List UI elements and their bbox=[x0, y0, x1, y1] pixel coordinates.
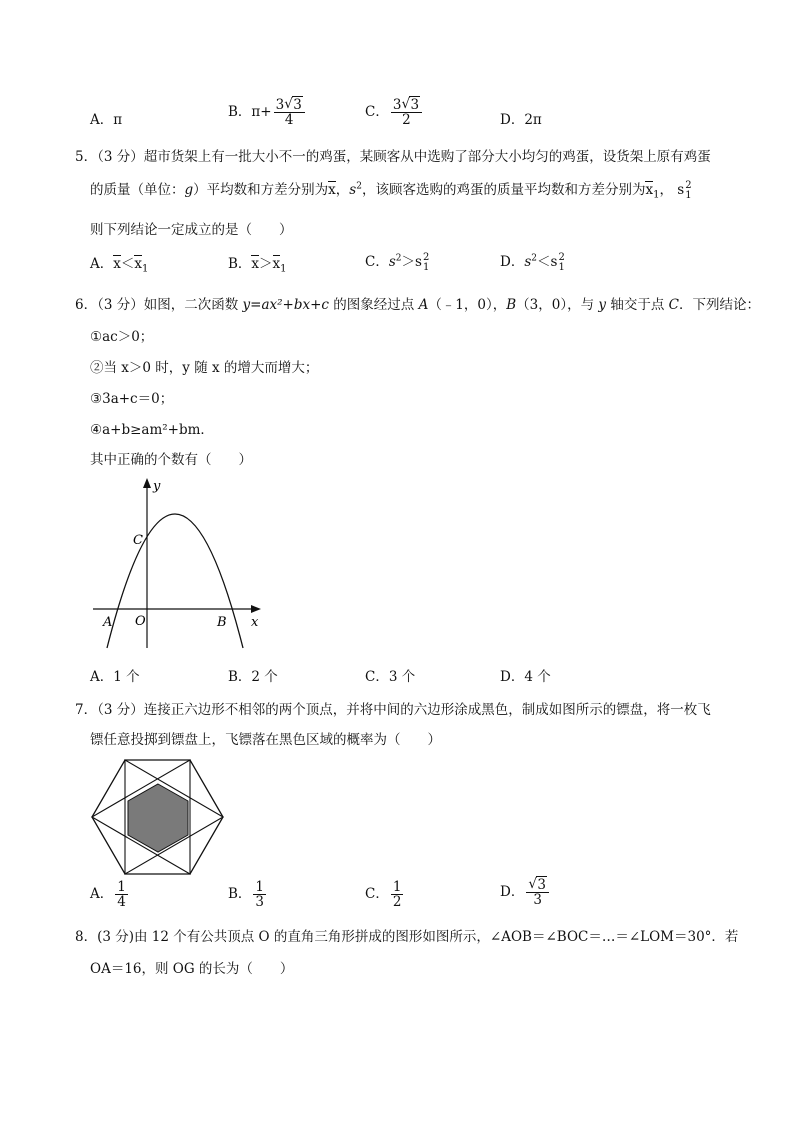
y-axis-arrow-icon bbox=[143, 478, 151, 488]
graph-c-label: C bbox=[133, 533, 143, 548]
q6-l1b: 的图象经过点 bbox=[328, 297, 419, 313]
q6-l1e: 轴交于点 bbox=[606, 297, 669, 313]
q7-option-a bbox=[90, 880, 130, 909]
q4-b-fraction bbox=[274, 98, 305, 127]
q6-l1c: （﹣1，0）， bbox=[428, 297, 507, 313]
q5-c-script bbox=[423, 253, 429, 272]
q5-l2a: 的质量（单位： bbox=[90, 182, 185, 198]
q7-a-den: 4 bbox=[117, 894, 126, 911]
q4-option-b bbox=[228, 98, 307, 127]
q5-d-s1: s bbox=[550, 254, 558, 270]
q5-b-x1: x bbox=[272, 256, 281, 272]
q6-y: y bbox=[598, 297, 607, 313]
q5-b-x: x bbox=[251, 256, 260, 272]
q7-d-frac bbox=[526, 878, 549, 907]
q4-b-num: 3 bbox=[275, 97, 285, 113]
q5-c-gt: ＞ bbox=[401, 254, 416, 270]
q5-s1: s bbox=[677, 182, 685, 198]
q7-d-rad: 3 bbox=[537, 877, 546, 893]
q7-b-label: B． bbox=[228, 886, 252, 903]
q5-c-label: C． bbox=[365, 254, 389, 270]
q6-conclusion-1: ①ac＞0； bbox=[90, 329, 154, 345]
q6-line1 bbox=[75, 293, 760, 313]
q5-a-x1: x bbox=[134, 256, 142, 272]
graph-y-label: y bbox=[153, 479, 161, 494]
q5-xbar: x bbox=[328, 182, 336, 198]
q5-a-x: x bbox=[113, 256, 121, 272]
q7-d-den: 3 bbox=[533, 892, 542, 909]
q5-d-label: D． bbox=[500, 254, 525, 270]
q5-d-lt: ＜ bbox=[537, 254, 551, 270]
q5-option-a bbox=[90, 252, 148, 275]
q7-a-num: 1 bbox=[117, 879, 126, 895]
q5-a-sub: 1 bbox=[142, 263, 149, 275]
q5-line3: 则下列结论一定成立的是（ ） bbox=[90, 222, 293, 238]
q5-b-sub: 1 bbox=[280, 263, 287, 275]
q7-c-frac bbox=[391, 880, 404, 909]
q6-option-a: A．1 个 bbox=[90, 669, 140, 685]
q6-l1f: ．下列结论： bbox=[678, 297, 760, 313]
q6-func: y=ax²+bx+c bbox=[242, 297, 329, 313]
q5-option-d bbox=[500, 250, 565, 272]
q6-l1d: （3，0），与 bbox=[516, 297, 599, 313]
q5-x1bar: x bbox=[645, 182, 654, 198]
q6-option-d: D．4 个 bbox=[500, 669, 551, 685]
q5-b-label: B． bbox=[228, 256, 252, 272]
q7-a-label: A． bbox=[90, 886, 114, 903]
shaded-hexagon bbox=[128, 784, 188, 852]
q5-b-gt: ＞ bbox=[259, 256, 273, 272]
q4-c-num: 3 bbox=[392, 97, 402, 113]
q4-option-a: A．π bbox=[90, 112, 123, 128]
q6-question: 其中正确的个数有（ ） bbox=[90, 452, 252, 468]
q5-g: g bbox=[184, 182, 194, 198]
graph-a-label: A bbox=[103, 615, 113, 630]
q5-c-sub: 1 bbox=[422, 261, 430, 273]
graph-b-label: B bbox=[217, 615, 227, 630]
q5-option-b bbox=[228, 252, 287, 275]
q4-b-prefix: B．π+ bbox=[228, 104, 272, 121]
q7-a-frac bbox=[115, 880, 128, 909]
q5-a-label: A． bbox=[90, 256, 114, 272]
q4-c-fraction bbox=[391, 98, 422, 127]
q7-b-den: 3 bbox=[255, 894, 265, 911]
q4-b-den: 4 bbox=[284, 112, 294, 129]
q5-l2d: ，该顾客选购的鸡蛋的质量平均数和方差分别为 bbox=[361, 182, 646, 198]
q6-conclusion-2: ②当 x＞0 时，y 随 x 的增大而增大； bbox=[90, 360, 319, 376]
q5-d-exp: 2 bbox=[531, 253, 537, 264]
q5-l2c: ， bbox=[335, 182, 350, 198]
q6-l1a: 6．（3 分）如图，二次函数 bbox=[75, 297, 243, 313]
q5-option-c bbox=[365, 250, 429, 272]
q4-b-rad: 3 bbox=[293, 97, 302, 113]
q5-c-s: s bbox=[388, 254, 396, 270]
q5-a-lt: ＜ bbox=[120, 256, 135, 272]
q5-l2e: ， bbox=[659, 182, 673, 198]
q5-d-s: s bbox=[524, 254, 532, 270]
q7-line2: 镖任意投掷到镖盘上，飞镖落在黑色区域的概率为（ ） bbox=[90, 732, 441, 748]
q5-s: s bbox=[349, 182, 357, 198]
q6-option-c: C．3 个 bbox=[365, 669, 416, 685]
q6-parabola-graph bbox=[85, 470, 275, 660]
q6-point-c: C bbox=[668, 297, 679, 313]
q4-c-prefix: C． bbox=[365, 104, 389, 121]
q5-c-s1: s bbox=[415, 254, 422, 270]
q7-c-num: 1 bbox=[392, 879, 402, 895]
q5-line1: 5．（3 分）超市货架上有一批大小不一的鸡蛋，某顾客从中选购了部分大小均匀的鸡蛋，设货架上原有鸡蛋 bbox=[75, 149, 711, 165]
q7-option-b bbox=[228, 880, 268, 909]
q7-d-label: D． bbox=[500, 884, 525, 901]
q7-hexagon-dartboard bbox=[90, 757, 225, 877]
q7-b-frac bbox=[253, 880, 266, 909]
q7-c-label: C． bbox=[365, 886, 389, 903]
q5-x1-sub: 1 bbox=[653, 189, 660, 201]
q7-line1: 7．（3 分）连接正六边形不相邻的两个顶点，并将中间的六边形涂成黑色，制成如图所示的镖盘，将一枚飞 bbox=[75, 702, 711, 718]
q7-option-d bbox=[500, 878, 551, 907]
q5-s1-sup: 2 bbox=[685, 180, 692, 191]
q8-line2: OA＝16，则 OG 的长为（ ） bbox=[90, 961, 294, 977]
q5-l2b: ）平均数和方差分别为 bbox=[193, 182, 329, 198]
q6-conclusion-4: ④a+b≥am²+bm． bbox=[90, 422, 214, 438]
q7-c-den: 2 bbox=[392, 894, 402, 911]
q7-b-num: 1 bbox=[255, 879, 265, 895]
graph-x-label: x bbox=[251, 615, 259, 630]
q5-d-script bbox=[558, 253, 564, 272]
q5-s1-sub: 1 bbox=[685, 189, 692, 201]
q4-option-d: D．2π bbox=[500, 112, 542, 128]
q4-option-c bbox=[365, 98, 424, 127]
q5-c-sup: 2 bbox=[422, 252, 430, 263]
q5-s1-script bbox=[685, 181, 691, 200]
q6-option-b: B．2 个 bbox=[228, 669, 278, 685]
q5-line2 bbox=[90, 178, 692, 201]
q5-s-exp: 2 bbox=[356, 181, 362, 192]
graph-o-label: O bbox=[135, 614, 146, 629]
q4-c-rad: 3 bbox=[410, 97, 420, 113]
q6-point-a: A bbox=[418, 297, 429, 313]
q6-conclusion-3: ③3a+c＝0； bbox=[90, 391, 174, 407]
q6-point-b: B bbox=[506, 297, 517, 313]
q8-line1: 8．(3 分)由 12 个有公共顶点 O 的直角三角形拼成的图形如图所示，∠AOB＝∠BOC＝…＝∠LOM＝30°．若 bbox=[75, 929, 739, 945]
q4-c-den: 2 bbox=[402, 112, 411, 129]
q5-d-sub: 1 bbox=[558, 261, 565, 273]
x-axis-arrow-icon bbox=[251, 605, 261, 613]
q5-d-sup: 2 bbox=[558, 252, 565, 263]
q7-option-c bbox=[365, 880, 405, 909]
q5-c-exp: 2 bbox=[395, 253, 402, 264]
